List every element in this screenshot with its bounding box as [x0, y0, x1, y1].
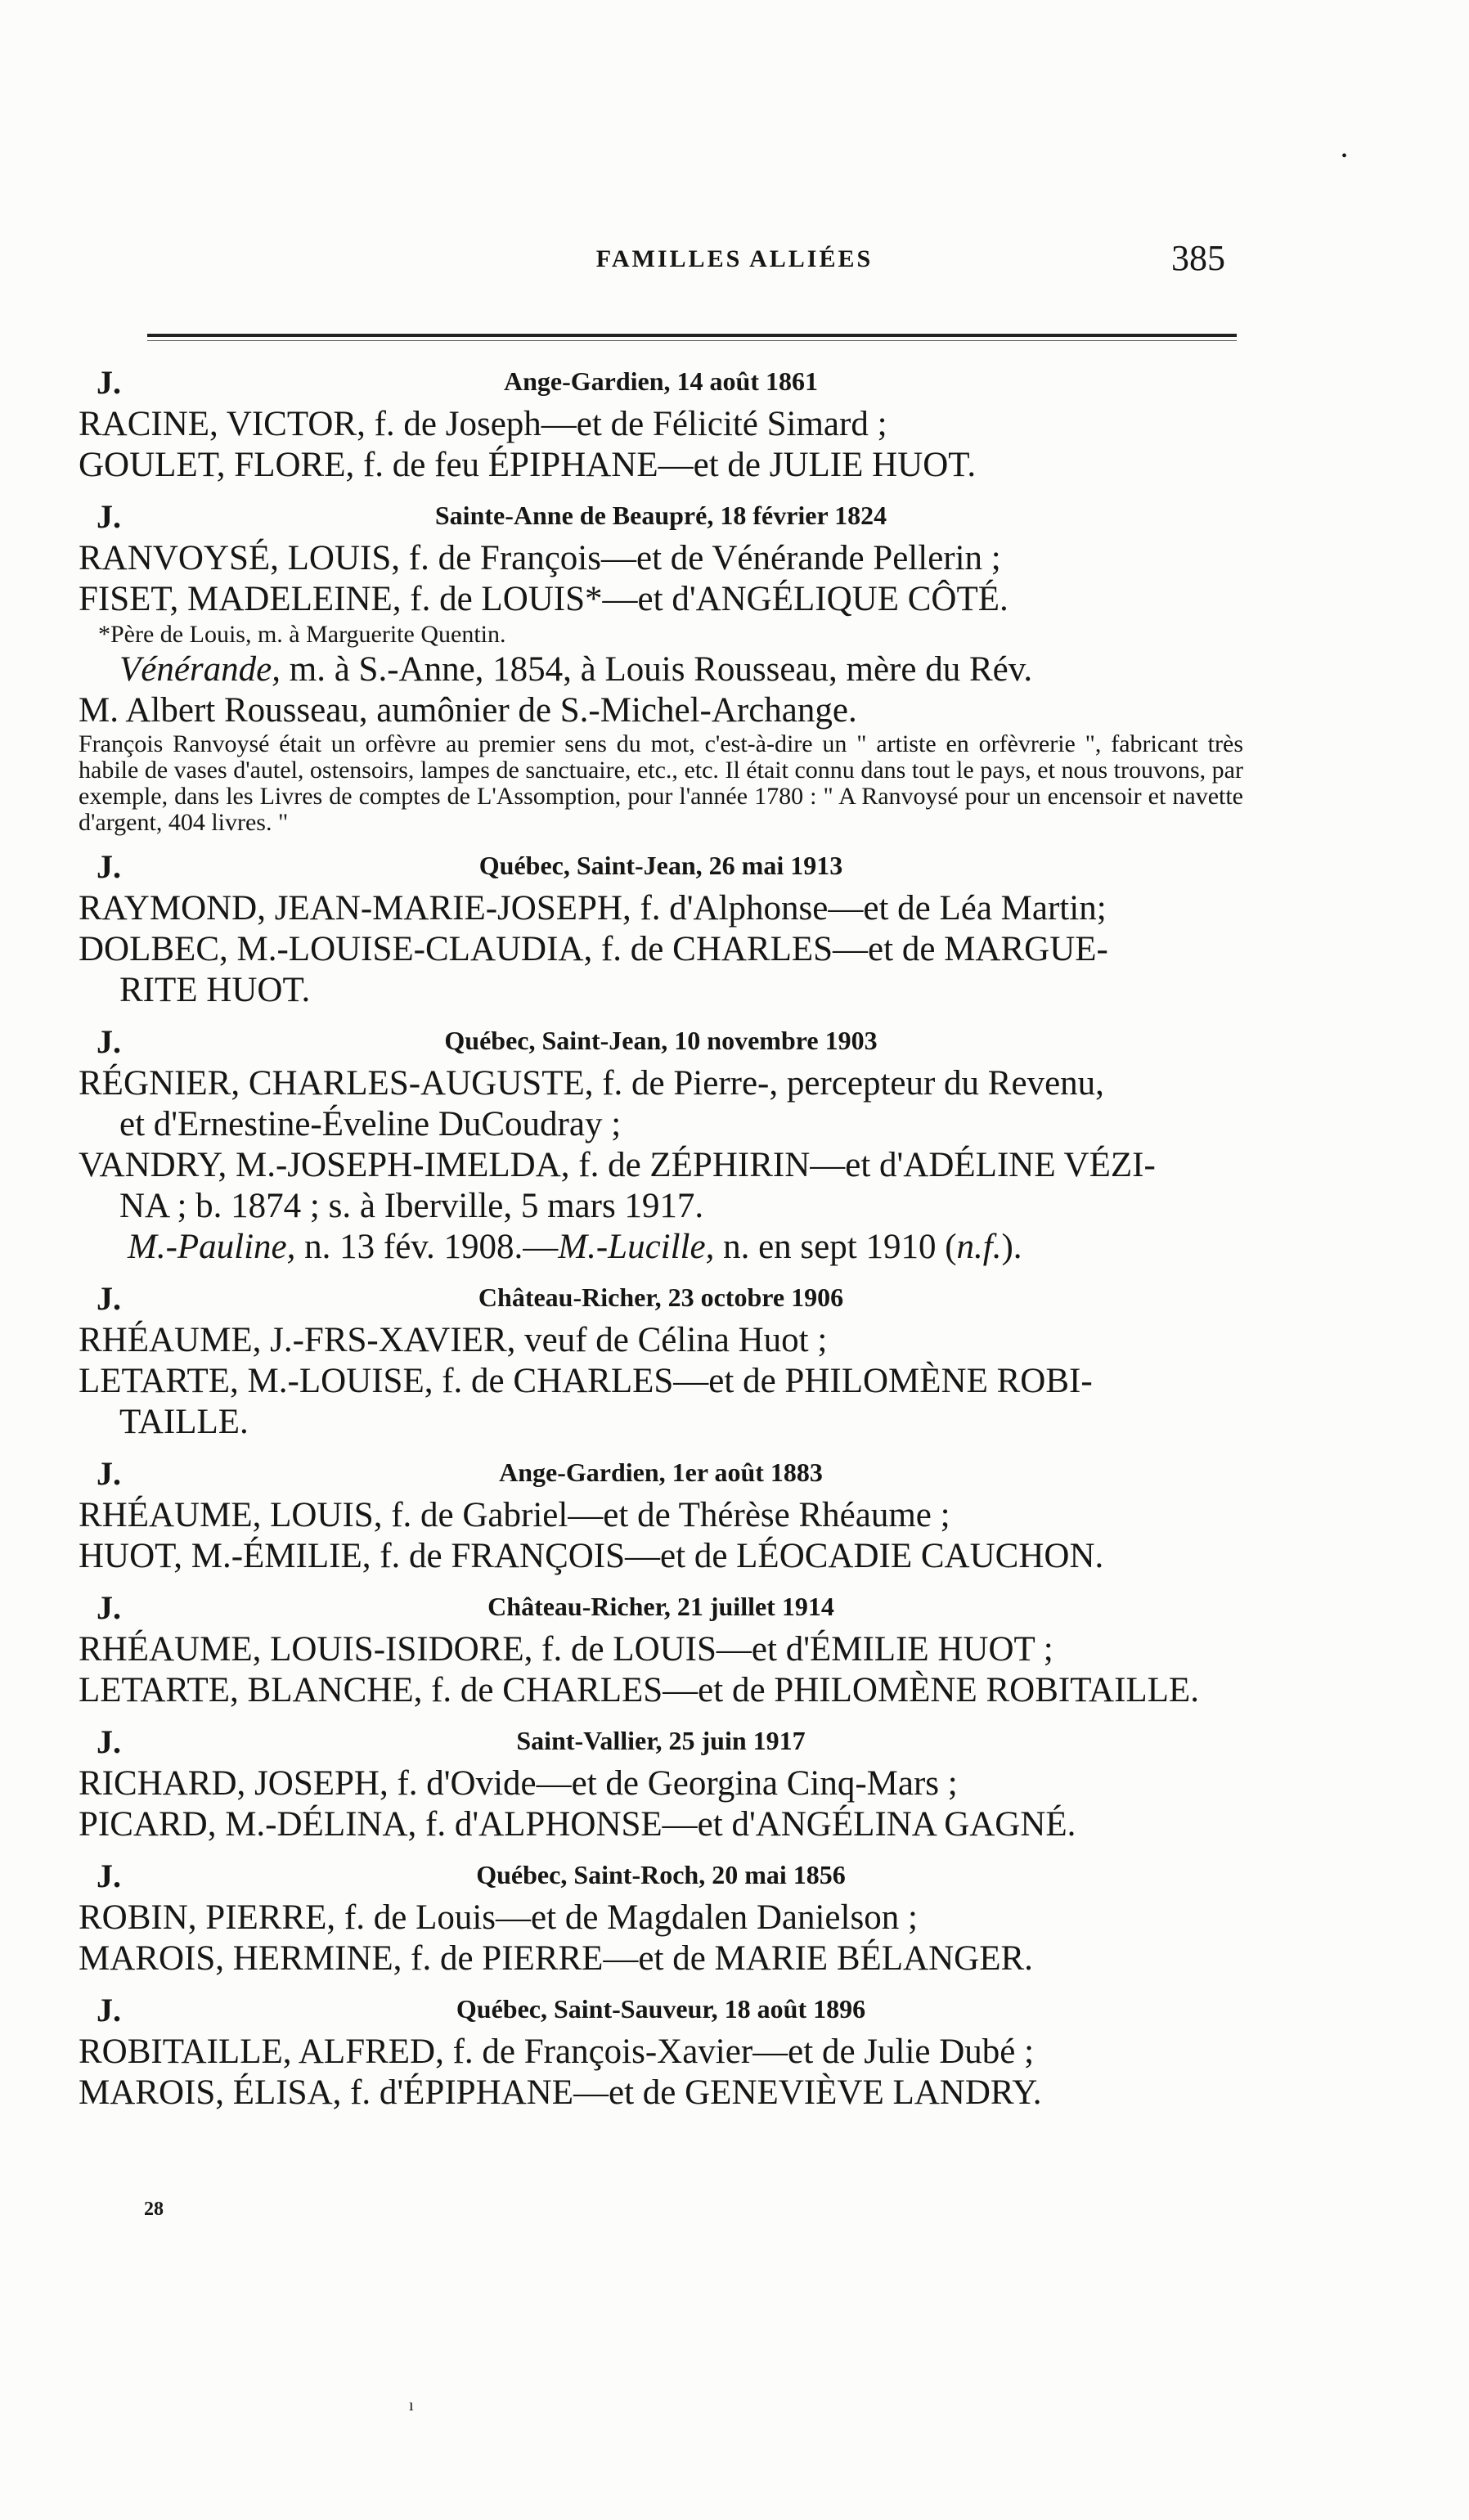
parish-date: Château-Richer, 23 octobre 1906	[478, 1282, 844, 1312]
parentage: f. de LOUIS—et d'ÉMILIE HUOT ;	[532, 1630, 1053, 1669]
continuation-line: RITE HUOT.	[119, 971, 311, 1009]
header-rule	[147, 334, 1237, 337]
parish-date: Québec, Saint-Jean, 26 mai 1913	[478, 851, 843, 880]
continuation-line: TAILLE.	[119, 1403, 249, 1441]
surname: ROBIN,	[79, 1898, 197, 1937]
surname: RANVOYSÉ,	[79, 539, 279, 577]
parentage: f. de Gabriel—et de Thérèse Rhéaume ;	[382, 1496, 950, 1534]
entry-letter: J.	[97, 498, 121, 535]
entry-header	[79, 491, 1243, 538]
entry-letter: J.	[97, 1992, 121, 2028]
surname: HUOT,	[79, 1537, 182, 1575]
surname: ROBITAILLE,	[79, 2033, 292, 2071]
entry-header	[79, 1448, 1243, 1495]
entry-header	[79, 841, 1243, 888]
given-name: LOUIS,	[287, 539, 400, 577]
children-part: n. en sept 1910 (	[714, 1228, 957, 1266]
spouse-line	[79, 1536, 1243, 1577]
entry-header	[79, 1716, 1243, 1763]
surname: MAROIS,	[79, 2073, 225, 2112]
spouse-line	[79, 1938, 1243, 1979]
speck: ı	[409, 2396, 414, 2414]
given-name: ALFRED,	[298, 2033, 444, 2071]
given-name: VICTOR,	[226, 405, 366, 443]
spouse-line	[79, 1804, 1243, 1845]
page-number: 385	[1171, 238, 1225, 278]
entry-header	[79, 1582, 1243, 1629]
given-name: PIERRE,	[205, 1898, 336, 1937]
children-part: M.-Pauline,	[128, 1228, 296, 1266]
given-name: JOSEPH,	[254, 1764, 389, 1803]
surname: RÉGNIER,	[79, 1064, 240, 1103]
entry-letter: J.	[97, 848, 121, 885]
spouse-line	[79, 2073, 1243, 2113]
spouse-line	[79, 1495, 1243, 1536]
given-name: M.-LOUISE,	[247, 1362, 434, 1400]
spouse-line	[79, 929, 1243, 970]
child-detail: m. à S.-Anne, 1854, à Louis Rousseau, mère du Rév.	[281, 650, 1033, 689]
given-name: ÉLISA,	[232, 2073, 342, 2112]
children-part: n.f.	[956, 1228, 1002, 1266]
spouse-line	[79, 1629, 1243, 1670]
given-name: HERMINE,	[232, 1939, 402, 1978]
children-part: ).	[1001, 1228, 1022, 1266]
surname: FISET,	[79, 580, 179, 618]
parentage: f. de Louis—et de Magdalen Danielson ;	[335, 1898, 918, 1937]
surname: PICARD,	[79, 1805, 217, 1844]
entry-letter: J.	[97, 1023, 121, 1060]
parentage: f. d'ALPHONSE—et d'ANGÉLINA GAGNÉ.	[416, 1805, 1076, 1844]
surname: RACINE,	[79, 405, 218, 443]
children-part: M.-Lucille,	[558, 1228, 715, 1266]
parentage: f. de François-Xavier—et de Julie Dubé ;	[443, 2033, 1035, 2071]
spouse-line	[79, 2032, 1243, 2073]
spouse-line	[79, 1063, 1243, 1104]
given-name: M.-ÉMILIE,	[191, 1537, 371, 1575]
entry-letter: J.	[97, 1723, 121, 1760]
parish-date: Château-Richer, 21 juillet 1914	[487, 1592, 834, 1621]
parish-date: Québec, Saint-Sauveur, 18 août 1896	[456, 1994, 866, 2024]
spouse-line	[79, 404, 1243, 445]
parentage: f. de LOUIS*—et d'ANGÉLIQUE CÔTÉ.	[401, 580, 1009, 618]
continuation-line: NA ; b. 1874 ; s. à Iberville, 5 mars 1917.	[119, 1187, 704, 1225]
parish-date: Saint-Vallier, 25 juin 1917	[516, 1726, 806, 1755]
parentage: f. de Joseph—et de Félicité Simard ;	[365, 405, 887, 443]
spouse-line	[79, 1145, 1243, 1186]
surname: RICHARD,	[79, 1764, 246, 1803]
entry-header	[79, 1016, 1243, 1063]
children-line	[79, 1227, 1243, 1268]
surname: VANDRY,	[79, 1146, 227, 1184]
entry-letter: J.	[97, 364, 121, 401]
surname: DOLBEC,	[79, 930, 228, 968]
given-name: M.-JOSEPH-IMELDA,	[236, 1146, 570, 1184]
parentage: f. de ZÉPHIRIN—et d'ADÉLINE VÉZI-	[569, 1146, 1156, 1184]
entry-header	[79, 357, 1243, 404]
surname: LETARTE,	[79, 1671, 239, 1709]
parentage: f. d'ÉPIPHANE—et de GENEVIÈVE LANDRY.	[341, 2073, 1042, 2112]
entry-header	[79, 1273, 1243, 1320]
speck: •	[1341, 147, 1348, 165]
running-title: FAMILLES ALLIÉES	[595, 245, 874, 272]
spouse-line	[79, 579, 1243, 620]
historical-note: François Ranvoysé était un orfèvre au premier sens du mot, c'est-à-dire un " artiste en orfèvrerie ", fabricant très habile de vases d'autel, ostensoirs, lampes de sanctuaire, etc., etc. Il était connu dans tout le pays, et nous trouvons, par exemple, dans les Livres de comptes de L'Assomption, pour l'année 1780 : " A Ranvoysé pour un encensoir et navette d'argent, 404 livres. "	[79, 730, 1243, 836]
entry-letter: J.	[97, 1857, 121, 1894]
surname: RAYMOND,	[79, 889, 266, 928]
given-name: J.-FRS-XAVIER,	[270, 1321, 516, 1359]
continuation-line: et d'Ernestine-Éveline DuCoudray ;	[119, 1105, 622, 1143]
note-line: M. Albert Rousseau, aumônier de S.-Michel-Archange.	[79, 691, 857, 730]
parentage: f. de CHARLES—et de MARGUE-	[592, 930, 1108, 968]
parish-date: Ange-Gardien, 1er août 1883	[499, 1458, 823, 1487]
entry-letter: J.	[97, 1280, 121, 1317]
signature-mark: 28	[144, 2199, 164, 2220]
entry-header	[79, 1850, 1243, 1898]
given-name: M.-DÉLINA,	[225, 1805, 417, 1844]
surname: LETARTE,	[79, 1362, 239, 1400]
header-rule-thin	[147, 340, 1237, 341]
spouse-line	[79, 888, 1243, 929]
parish-date: Québec, Saint-Roch, 20 mai 1856	[476, 1860, 846, 1889]
surname: GOULET,	[79, 446, 226, 484]
child-note	[79, 649, 1243, 690]
parentage: f. de François—et de Vénérande Pellerin ;	[400, 539, 1001, 577]
parentage: f. de FRANÇOIS—et de LÉOCADIE CAUCHON.	[371, 1537, 1104, 1575]
parish-date: Ange-Gardien, 14 août 1861	[504, 366, 818, 396]
child-name: Vénérande,	[119, 650, 281, 689]
given-name: MADELEINE,	[187, 580, 402, 618]
parentage: veuf de Célina Huot ;	[515, 1321, 828, 1359]
surname: RHÉAUME,	[79, 1496, 262, 1534]
surname: MAROIS,	[79, 1939, 225, 1978]
children-part: n. 13 fév. 1908.—	[295, 1228, 559, 1266]
given-name: M.-LOUISE-CLAUDIA,	[236, 930, 593, 968]
surname: RHÉAUME,	[79, 1321, 262, 1359]
spouse-line	[79, 1361, 1243, 1402]
surname: RHÉAUME,	[79, 1630, 262, 1669]
entry-letter: J.	[97, 1589, 121, 1626]
entry-letter: J.	[97, 1455, 121, 1492]
parentage: f. de CHARLES—et de PHILOMÈNE ROBI-	[433, 1362, 1093, 1400]
parentage: f. de feu ÉPIPHANE—et de JULIE HUOT.	[354, 446, 977, 484]
spouse-line	[79, 445, 1243, 486]
spouse-line	[79, 1898, 1243, 1938]
given-name: FLORE,	[234, 446, 355, 484]
entry-header	[79, 1984, 1243, 2032]
spouse-line	[79, 538, 1243, 579]
given-name: BLANCHE,	[247, 1671, 423, 1709]
given-name: JEAN-MARIE-JOSEPH,	[274, 889, 631, 928]
given-name: LOUIS-ISIDORE,	[270, 1630, 533, 1669]
parish-date: Québec, Saint-Jean, 10 novembre 1903	[444, 1026, 878, 1055]
given-name: CHARLES-AUGUSTE,	[248, 1064, 594, 1103]
given-name: LOUIS,	[270, 1496, 383, 1534]
parentage: f. de CHARLES—et de PHILOMÈNE ROBITAILLE.	[422, 1671, 1199, 1709]
spouse-line	[79, 1670, 1243, 1711]
parentage: f. d'Alphonse—et de Léa Martin;	[631, 889, 1107, 928]
spouse-line	[79, 1763, 1243, 1804]
parentage: f. de Pierre-, percepteur du Revenu,	[593, 1064, 1104, 1103]
parentage: f. d'Ovide—et de Georgina Cinq-Mars ;	[388, 1764, 958, 1803]
parish-date: Sainte-Anne de Beaupré, 18 février 1824	[434, 501, 887, 530]
footnote: *Père de Louis, m. à Marguerite Quentin.	[98, 621, 506, 648]
parentage: f. de PIERRE—et de MARIE BÉLANGER.	[402, 1939, 1033, 1978]
spouse-line	[79, 1320, 1243, 1361]
register-entries	[79, 352, 1243, 2113]
